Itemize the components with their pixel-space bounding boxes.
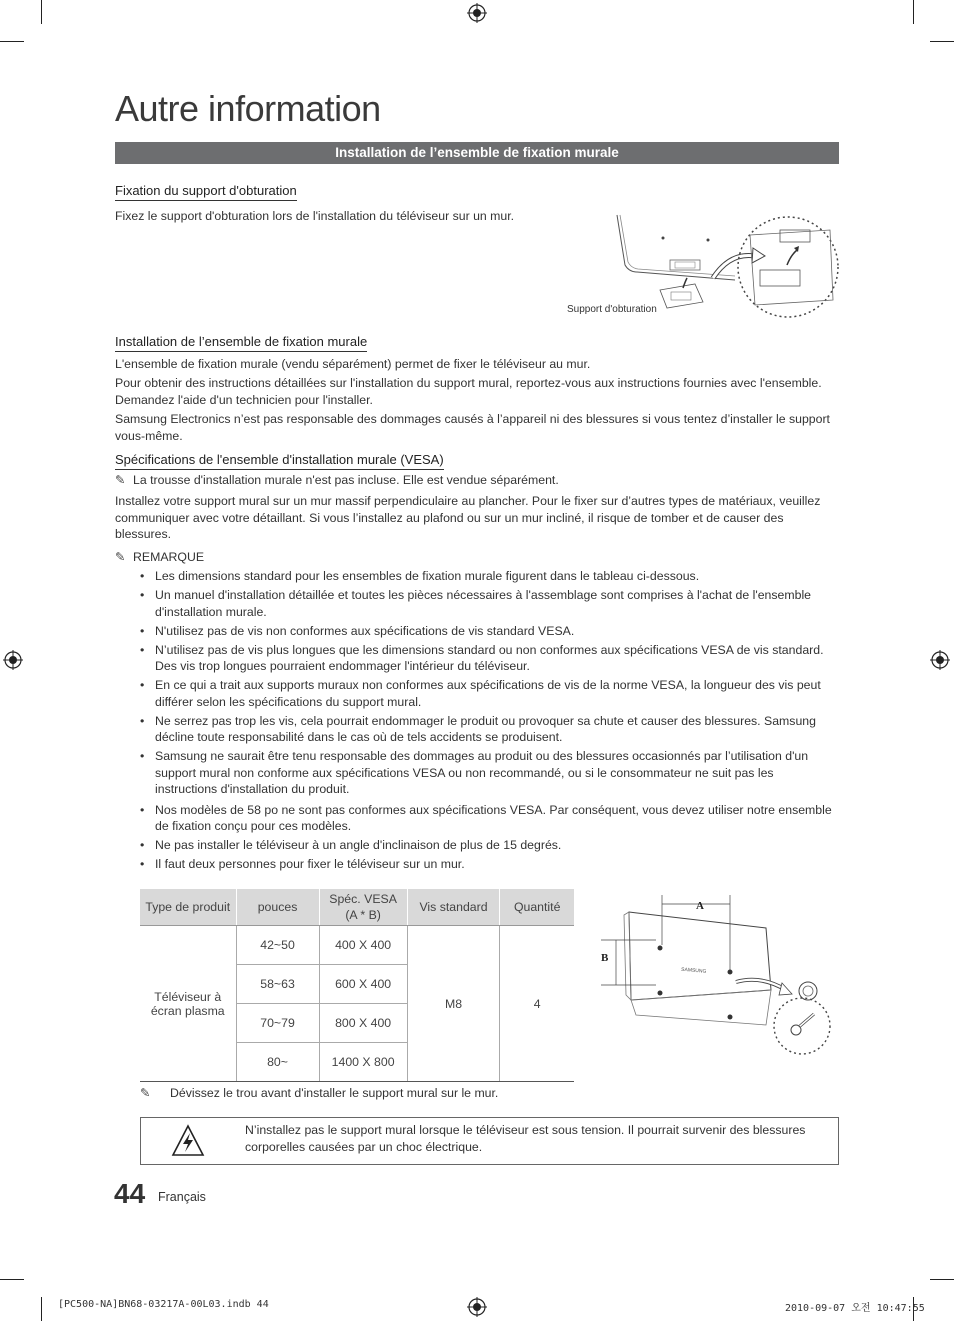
paragraph: Installez votre support mural sur un mur massif perpendiculaire au plancher. Pour le fixer sur d’autres types de matériaux, veuillez communiquer avec votre détaillant. Si vous l’installez au plafond ou sur un mur incliné, il risque de tomber et de causer des blessures. [115, 494, 821, 541]
crop-mark [913, 0, 914, 24]
subheading-installation: Installation de l’ensemble de fixation murale [115, 334, 367, 352]
tv-back-diagram [596, 890, 841, 1060]
table-cell: 70~79 [236, 1004, 319, 1043]
paragraph: Pour obtenir des instructions détaillées sur l'installation du support mural, reportez-vous aux instructions fournies avec l'ensemble. Demandez l'aide d'un technicien pour l'installer. [115, 376, 822, 407]
table-cell: 4 [500, 926, 574, 1082]
subheading-fixation: Fixation du support d'obturation [115, 183, 297, 201]
crop-mark [0, 41, 24, 42]
registration-mark-icon [467, 3, 487, 23]
column-header: Type de produit [140, 889, 236, 926]
note [140, 1085, 840, 1102]
pencil-note-icon: ✎ [140, 1086, 151, 1100]
registration-mark-icon [467, 1297, 487, 1317]
list-item: • Nos modèles de 58 po ne sont pas conformes aux spécifications VESA. Par conséquent, vous devez utiliser notre ensemble de fixation conçu pour ces modèles. [138, 802, 838, 835]
table-cell: 80~ [236, 1043, 319, 1082]
label-b: B [601, 952, 609, 964]
table-cell: 1400 X 800 [319, 1043, 407, 1082]
table-cell: M8 [407, 926, 500, 1082]
crop-mark [930, 1279, 954, 1280]
subheading-vesa: Spécifications de l'ensemble d'installation murale (VESA) [115, 452, 444, 470]
paragraph: Samsung Electronics n’est pas responsable des dommages causés à l’appareil ni des blessures si vous tentez d’installer le support vous-même. [115, 412, 830, 443]
registration-mark-icon [3, 650, 23, 670]
brand-label: SAMSUNG [680, 966, 707, 975]
table-cell: 58~63 [236, 965, 319, 1004]
paragraph: L'ensemble de fixation murale (vendu séparément) permet de fixer le téléviseur au mur. [115, 357, 591, 371]
print-footer-right: 2010-09-07 오전 10:47:55 [785, 1303, 925, 1314]
crop-mark [41, 1297, 42, 1321]
list-item: • En ce qui a trait aux supports muraux non conformes aux spécifications de vis de la norme VESA, la longueur des vis peut différer selon les spécifications du support mural. [138, 677, 838, 710]
crop-mark [0, 1279, 24, 1280]
table-cell: Téléviseur à écran plasma [140, 926, 236, 1082]
list-item: • Ne serrez pas trop les vis, cela pourrait endommager le produit ou provoquer sa chute et causer des blessures. Samsung décline toute responsabilité dans le cas où de tels accidents se produisent. [138, 713, 838, 746]
vesa-spec-table [140, 889, 574, 1082]
remark-label: REMARQUE [133, 550, 205, 564]
list-item: • Samsung ne saurait être tenu responsable des dommages au produit ou des blessures occasionnés par l’utilisation d'un support mural non conforme aux spécifications VESA ou non recommandé, ou si le consommateur ne suit pas les instructions d'installation du produit. [138, 748, 838, 798]
column-header: Quantité [500, 889, 574, 926]
note-text: La trousse d'installation murale n'est pas incluse. Elle est vendue séparément. [133, 473, 559, 487]
section-bar: Installation de l’ensemble de fixation murale [115, 142, 839, 164]
table-cell: 600 X 400 [319, 965, 407, 1004]
list-item: • N’utilisez pas de vis plus longues que les dimensions standard ou non conformes aux spécifications VESA de vis standard. Des vis trop longues pourraient endommager l'intérieur du téléviseur. [138, 642, 838, 675]
electric-warning-icon [171, 1124, 205, 1157]
page-title: Autre information [115, 88, 381, 129]
column-header: pouces [236, 889, 319, 926]
list-item: • N'utilisez pas de vis non conformes aux spécifications de vis standard VESA. [138, 623, 838, 640]
list-item: • Les dimensions standard pour les ensembles de fixation murale figurent dans le tableau ci-dessous. [138, 568, 838, 585]
label-a: A [696, 900, 704, 912]
paragraph: Fixez le support d'obturation lors de l'installation du téléviseur sur un mur. [115, 209, 515, 223]
print-footer-left: [PC500-NA]BN68-03217A-00L03.indb 44 [58, 1299, 269, 1310]
crop-mark [41, 0, 42, 24]
table-header-row [140, 889, 574, 926]
column-header: Vis standard [407, 889, 500, 926]
list-item: • Il faut deux personnes pour fixer le téléviseur sur un mur. [138, 856, 838, 873]
registration-mark-icon [930, 650, 950, 670]
table-row [140, 926, 574, 965]
note [115, 472, 839, 489]
warning-text: N’installez pas le support mural lorsque le téléviseur est sous tension. Il pourrait survenir des blessures corporelles causées par un choc électrique. [245, 1123, 806, 1154]
list-item: • Un manuel d'installation détaillée et toutes les pièces nécessaires à l'assemblage sont comprises à l'achat de l'ensemble d'installation murale. [138, 587, 838, 620]
pencil-note-icon: ✎ [115, 550, 126, 564]
remark-heading [115, 549, 839, 566]
pencil-note-icon: ✎ [115, 473, 126, 487]
table-cell: 800 X 400 [319, 1004, 407, 1043]
figure-label: Support d'obturation [567, 304, 657, 315]
crop-mark [930, 41, 954, 42]
language-label: Français [158, 1190, 206, 1204]
column-header: Spéc. VESA (A * B) [319, 889, 407, 926]
note-text: Dévissez le trou avant d'installer le support mural sur le mur. [170, 1086, 499, 1100]
remark-list [138, 568, 838, 875]
list-item: • Ne pas installer le téléviseur à un angle d'inclinaison de plus de 15 degrés. [138, 837, 838, 854]
page-number: 44 [114, 1178, 146, 1209]
table-cell: 400 X 400 [319, 926, 407, 965]
table-cell: 42~50 [236, 926, 319, 965]
